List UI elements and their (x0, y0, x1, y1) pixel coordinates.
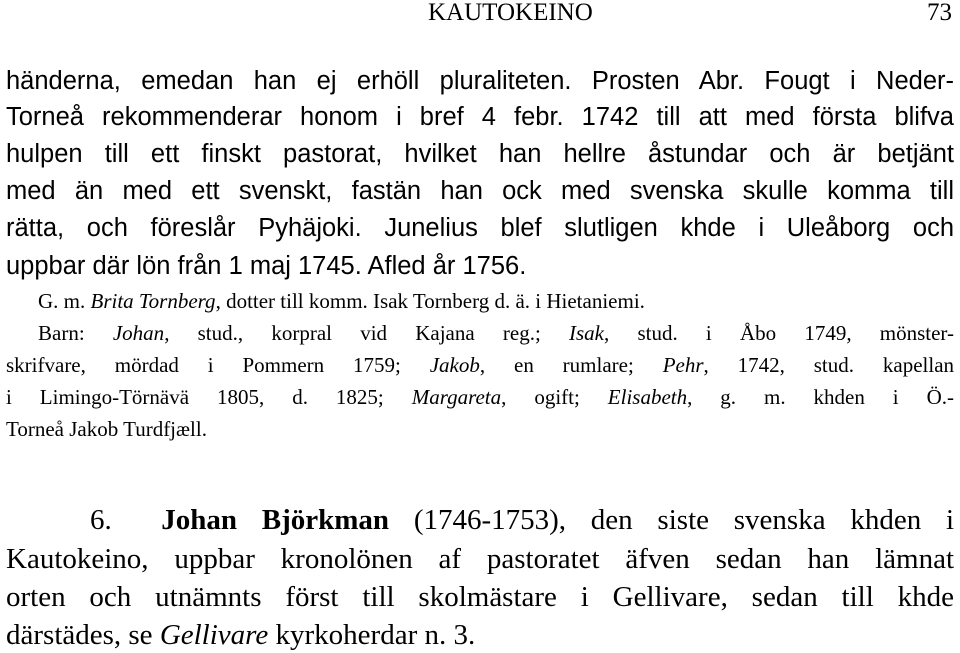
spouse-prefix: G. m. (38, 289, 91, 313)
child-name-jakob: Jakob (429, 353, 480, 377)
paragraph-2-line-5: Torneå Jakob Turdfjæll. (6, 417, 207, 441)
entry-dates-title: (1746-1753), den siste svenska khden i (389, 504, 955, 536)
paragraph-3-line-4 (6, 617, 475, 653)
line-3-part-a: skrifvare, mördad i Pommern 1759; (6, 353, 430, 377)
children-label: Barn: (38, 321, 113, 345)
child-details-margareta: , ogift; (501, 385, 608, 409)
child-name-elisabeth: Elisabeth (607, 385, 688, 409)
paragraph-1-line-2: Torneå rekommenderar honom i bref 4 febr. 1742 till att med första blifva (6, 103, 954, 131)
paragraph-1-line-1: händerna, emedan han ej erhöll pluraliteten. Prosten Abr. Fougt i Neder- (6, 67, 954, 95)
entry-number: 6. (90, 504, 112, 536)
paragraph-1-line-4: med än med ett svenskt, fastän han ock med svenska skulle komma till (6, 177, 954, 205)
child-details-jakob: , en rumlare; (479, 353, 663, 377)
line-4-part-a: i Limingo-Törnävä 1805, d. 1825; (6, 385, 412, 409)
child-details-pehr: , 1742, stud. kapellan (703, 353, 955, 377)
paragraph-3-line-3: orten och utnämnts först till skolmästare i Gellivare, sedan till khde (6, 581, 954, 613)
paragraph-1-line-3: hulpen till ett finskt pastorat, hvilket han hellre åstundar och är betjänt (6, 140, 954, 168)
running-header (0, 0, 960, 30)
paragraph-3-line-2: Kautokeino, uppbar kronolönen af pastoratet äfven sedan han lämnat (6, 543, 954, 575)
paragraph-2-line-2 (38, 319, 954, 347)
line-4-part-c: kyrkoherdar n. 3. (268, 619, 476, 651)
paragraph-2-line-1 (38, 287, 645, 315)
paragraph-2-line-3 (6, 351, 954, 379)
child-name-johan: Johan (112, 321, 165, 345)
child-name-margareta: Margareta (411, 385, 502, 409)
paragraph-1-line-6: uppbar där lön från 1 maj 1745. Afled år 1756. (6, 252, 527, 280)
child-details-johan: , stud., korpral vid Kajana reg.; (164, 321, 569, 345)
paragraph-1-line-5: rätta, och föreslår Pyhäjoki. Junelius blef slutligen khde i Uleåborg och (6, 214, 954, 242)
entry-name: Johan Björkman (161, 504, 390, 536)
child-details-isak: , stud. i Åbo 1749, mönster- (604, 321, 954, 345)
page-number: 73 (927, 0, 952, 26)
spouse-details: , dotter till komm. Isak Tornberg d. ä. i Hietaniemi. (215, 289, 645, 313)
line-4-part-a: därstädes, se (6, 619, 160, 651)
child-name-pehr: Pehr (662, 353, 704, 377)
running-title: KAUTOKEINO (428, 0, 593, 26)
child-details-elisabeth: , g. m. khden i Ö.- (687, 385, 954, 409)
paragraph-2-line-4 (6, 383, 954, 411)
child-name-isak: Isak (569, 321, 604, 345)
paragraph-3-line-1 (90, 502, 954, 538)
spouse-name: Brita Tornberg (90, 289, 216, 313)
reference-gellivare: Gellivare (159, 619, 269, 651)
